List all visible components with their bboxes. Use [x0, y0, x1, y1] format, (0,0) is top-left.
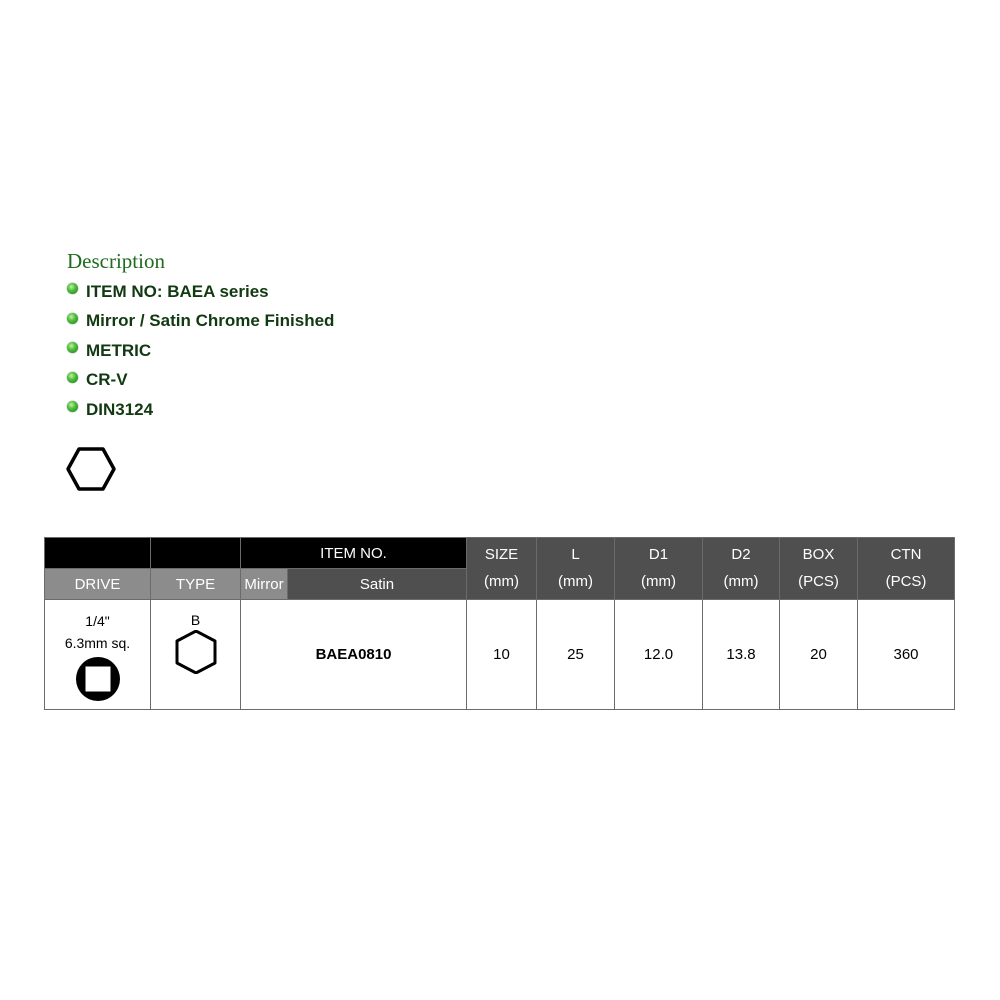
bullet-icon — [67, 283, 78, 294]
header-satin: Satin — [288, 569, 467, 600]
header-box — [780, 538, 858, 600]
header-d2 — [703, 538, 780, 600]
bullet-icon — [67, 401, 78, 412]
header-d2-unit: (mm) — [723, 572, 759, 590]
list-item — [67, 395, 334, 425]
square-drive-icon — [75, 656, 121, 702]
header-ctn-label: CTN — [890, 545, 922, 563]
list-item-text: Mirror / Satin Chrome Finished — [86, 311, 335, 331]
type-cell — [151, 600, 241, 710]
header-ctn-unit: (PCS) — [885, 572, 927, 590]
header-ctn — [858, 538, 955, 600]
header-d1-label: D1 — [648, 545, 669, 563]
header-box-unit: (PCS) — [798, 572, 839, 590]
list-item-text: METRIC — [86, 340, 152, 360]
size-value: 10 — [467, 600, 537, 710]
header-d1-unit: (mm) — [641, 572, 676, 590]
hexagon-icon — [66, 446, 116, 492]
header-mirror: Mirror — [241, 569, 288, 600]
ctn-value: 360 — [858, 600, 955, 710]
header-l — [537, 538, 615, 600]
header-size-label: SIZE — [484, 545, 519, 563]
header-d1 — [615, 538, 703, 600]
drive-cell — [45, 600, 151, 710]
list-item-text: ITEM NO: BAEA series — [86, 281, 269, 301]
header-l-unit: (mm) — [558, 572, 593, 590]
drive-size-mm: 6.3mm sq. — [64, 635, 131, 651]
table-row — [45, 600, 955, 710]
header-size-unit: (mm) — [484, 572, 519, 590]
list-item — [67, 277, 334, 307]
description-list — [67, 277, 334, 425]
bullet-icon — [67, 313, 78, 324]
bullet-icon — [67, 342, 78, 353]
d1-value: 12.0 — [615, 600, 703, 710]
header-d2-label: D2 — [731, 545, 751, 563]
header-drive: DRIVE — [45, 569, 151, 600]
header-blank-type — [151, 538, 241, 569]
hexagon-icon — [172, 630, 220, 674]
box-value: 20 — [780, 600, 858, 710]
header-blank-drive — [45, 538, 151, 569]
list-item-text: DIN3124 — [86, 399, 154, 419]
spec-table — [44, 537, 955, 710]
description-title: Description — [67, 249, 165, 273]
item-code: BAEA0810 — [241, 600, 467, 710]
list-item — [67, 366, 334, 396]
type-value: B — [190, 612, 201, 628]
header-size — [467, 538, 537, 600]
bullet-icon — [67, 372, 78, 383]
list-item-text: CR-V — [86, 370, 128, 390]
header-type: TYPE — [151, 569, 241, 600]
description-section — [67, 248, 334, 425]
list-item — [67, 336, 334, 366]
header-box-label: BOX — [802, 545, 835, 563]
d2-value: 13.8 — [703, 600, 780, 710]
drive-size-inch: 1/4" — [85, 613, 110, 629]
l-value: 25 — [537, 600, 615, 710]
list-item — [67, 307, 334, 337]
header-l-label: L — [571, 545, 580, 563]
header-item-no: ITEM NO. — [241, 538, 467, 569]
